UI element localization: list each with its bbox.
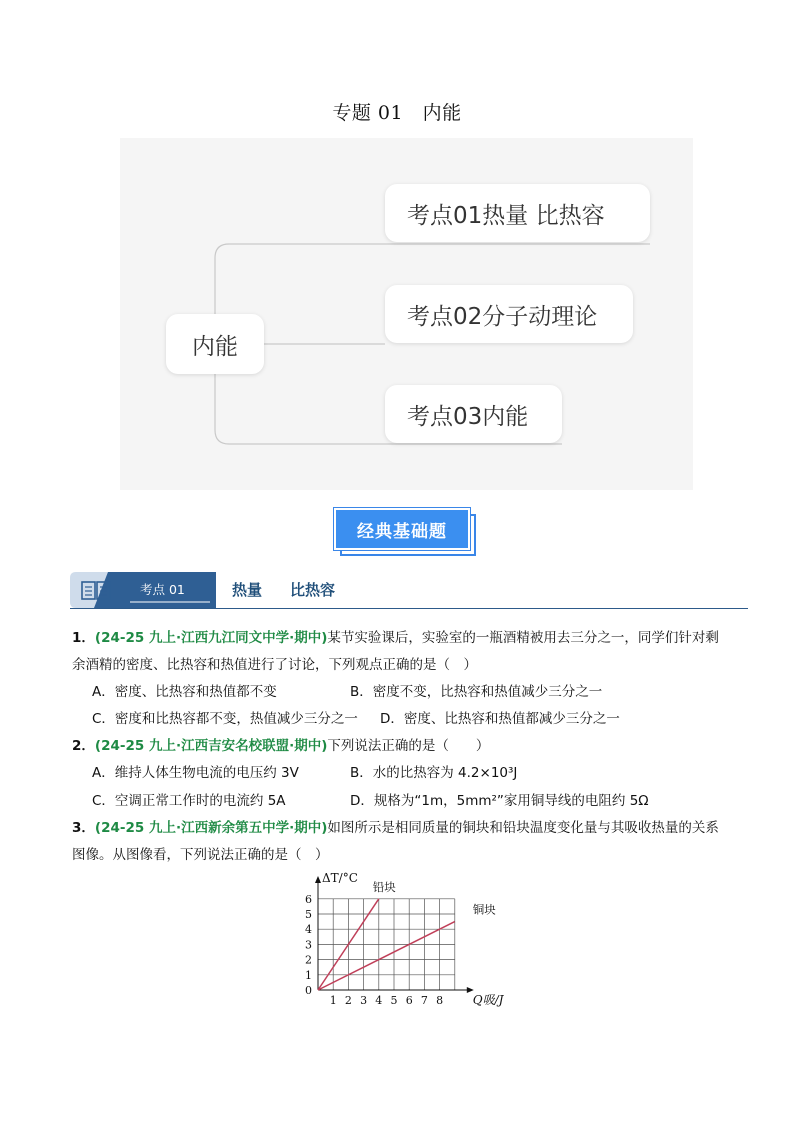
mindmap-branch-1: 考点01热量 比热容: [385, 184, 650, 242]
page-title: 专题 01 内能: [332, 102, 462, 124]
kaodian-title-a: 热量: [232, 581, 263, 599]
question-source: (24-25 九上·江西新余第五中学·期中): [94, 820, 328, 836]
x-tick-label: 3: [360, 994, 368, 1007]
mindmap-branch-3: 考点03内能: [385, 385, 562, 443]
question-text: 某节实验课后，实验室的一瓶酒精被用去三分之一，同学们针对剩: [327, 630, 719, 646]
question-1-option-c: C．密度和比热容都不变，热值减少三分之一: [92, 711, 358, 727]
question-2: [72, 736, 489, 756]
question-number: 3．: [72, 820, 95, 836]
series-label: 铅块: [372, 879, 396, 894]
y-tick-label: 6: [305, 892, 312, 906]
graph-y-axis-label: ΔT/°C: [322, 871, 358, 885]
question-2-option-a: A．维持人体生物电流的电压约 3V: [92, 765, 299, 781]
y-tick-label: 5: [305, 908, 312, 921]
x-tick-label: 1: [329, 994, 337, 1007]
question-1-option-b: B．密度不变，比热容和热值减少三分之一: [350, 684, 603, 700]
question-source: (24-25 九上·江西九江同文中学·期中): [94, 630, 328, 646]
graph-series: [318, 880, 496, 990]
question-number: 1．: [72, 630, 95, 646]
question-2-option-b: B．水的比热容为 4.2×10³J: [350, 765, 518, 781]
x-tick-label: 5: [390, 994, 398, 1007]
y-tick-label: 3: [305, 938, 312, 952]
kaodian-title-b: 比热容: [290, 581, 336, 599]
question-3-line-2: 图像。从图像看，下列说法正确的是（ ）: [72, 847, 329, 863]
section-banner-label: 经典基础题: [334, 508, 470, 550]
y-tick-label: 4: [305, 923, 312, 937]
x-tick-label: 4: [375, 994, 383, 1007]
x-tick-label: 2: [344, 994, 352, 1007]
kaodian-divider: [70, 608, 748, 609]
x-tick-label: 8: [436, 994, 444, 1007]
mindmap-branch-2: 考点02分子动理论: [385, 285, 633, 343]
question-3: [72, 818, 719, 838]
origin-label: 0: [305, 984, 312, 997]
y-tick-label: 2: [305, 953, 312, 967]
question-number: 2．: [72, 738, 95, 754]
x-tick-label: 6: [405, 994, 413, 1007]
mindmap-root: 内能: [166, 314, 264, 374]
temperature-heat-graph: [298, 870, 504, 1010]
series-line-2: [318, 922, 455, 990]
kaodian-tag-label: 考点 01: [140, 582, 185, 597]
graph-grid: [318, 899, 455, 990]
mindmap: [120, 138, 693, 490]
kaodian-tag: [70, 572, 216, 608]
x-tick-label: 7: [420, 994, 428, 1007]
series-label: 铜块: [472, 902, 496, 917]
question-2-option-c: C．空调正常工作时的电流约 5A: [92, 793, 286, 809]
question-1-option-a: A．密度、比热容和热值都不变: [92, 684, 277, 700]
question-source: (24-25 九上·江西吉安名校联盟·期中): [94, 738, 328, 754]
y-tick-label: 1: [305, 968, 312, 982]
question-2-option-d: D．规格为“1m，5mm²”家用铜导线的电阻约 5Ω: [350, 793, 649, 809]
graph-x-axis-label: Q吸/J: [472, 993, 504, 1007]
question-1: [72, 628, 719, 648]
question-text: 下列说法正确的是（ ）: [327, 738, 490, 754]
question-1-line-2: 余酒精的密度、比热容和热值进行了讨论，下列观点正确的是（ ）: [72, 657, 477, 673]
question-1-option-d: D．密度、比热容和热值都减少三分之一: [380, 711, 620, 727]
question-text: 如图所示是相同质量的铜块和铅块温度变化量与其吸收热量的关系: [327, 820, 719, 836]
y-axis-arrow-icon: [315, 876, 321, 883]
section-banner: [334, 508, 476, 556]
